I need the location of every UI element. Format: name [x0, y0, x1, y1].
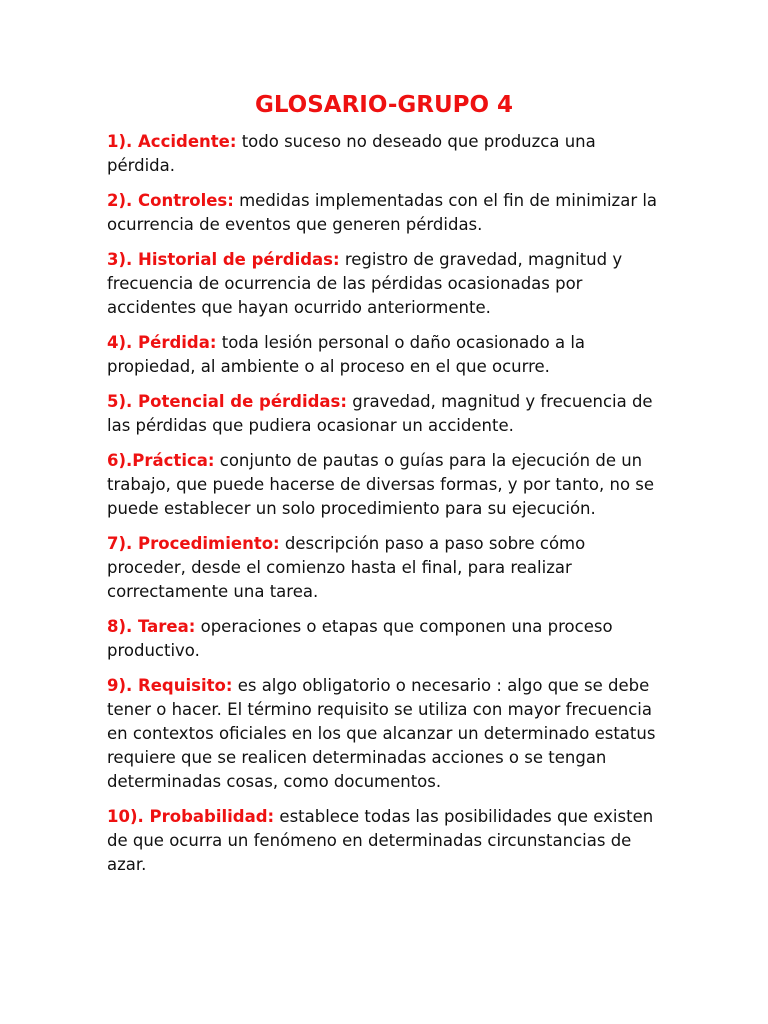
glossary-definition: gravedad, magnitud y frecuencia de las pérdidas que pudiera ocasionar un accidente. — [107, 392, 653, 435]
glossary-definition: establece todas las posibilidades que existen de que ocurra un fenómeno en determinadas circunstancias de azar. — [107, 807, 654, 874]
glossary-entry-5 — [107, 390, 667, 438]
glossary-definition: toda lesión personal o daño ocasionado a la propiedad, al ambiente o al proceso en el que ocurre. — [107, 333, 586, 376]
glossary-term: 4). Pérdida: — [107, 333, 217, 352]
glossary-term: 8). Tarea: — [107, 617, 196, 636]
glossary-entry-10 — [107, 805, 667, 877]
glossary-definition: registro de gravedad, magnitud y frecuencia de ocurrencia de las pérdidas ocasionadas por accidentes que hayan ocurrido anteriormente. — [107, 250, 623, 317]
glossary-definition: es algo obligatorio o necesario : algo que se debe tener o hacer. El término requisito se utiliza con mayor frecuencia en contextos oficiales en los que alcanzar un determinado estatus requiere que se realicen determinadas acciones o se tengan determinadas cosas, como documentos. — [107, 676, 656, 791]
glossary-entry-1 — [107, 130, 667, 178]
glossary-definition: conjunto de pautas o guías para la ejecución de un trabajo, que puede hacerse de diversas formas, y por tanto, no se puede establecer un solo procedimiento para su ejecución. — [107, 451, 655, 518]
glossary-entry-4 — [107, 331, 667, 379]
glossary-entry-6 — [107, 449, 667, 521]
glossary-entry-7 — [107, 532, 667, 604]
glossary-entry-9 — [107, 674, 667, 794]
glossary-term: 6).Práctica: — [107, 451, 215, 470]
glossary-definition: todo suceso no deseado que produzca una pérdida. — [107, 132, 596, 175]
glossary-term: 2). Controles: — [107, 191, 234, 210]
glossary-term: 10). Probabilidad: — [107, 807, 275, 826]
glossary-term: 9). Requisito: — [107, 676, 233, 695]
glossary-term: 1). Accidente: — [107, 132, 237, 151]
glossary-definition: medidas implementadas con el fin de minimizar la ocurrencia de eventos que generen pérdidas. — [107, 191, 658, 234]
glossary-entry-2 — [107, 189, 667, 237]
glossary-entry-8 — [107, 615, 667, 663]
glossary-term: 7). Procedimiento: — [107, 534, 280, 553]
glossary-definition: descripción paso a paso sobre cómo proceder, desde el comienzo hasta el final, para realizar correctamente una tarea. — [107, 534, 586, 601]
glossary-term: 5). Potencial de pérdidas: — [107, 392, 347, 411]
glossary-definition: operaciones o etapas que componen una proceso productivo. — [107, 617, 613, 660]
glossary-list — [107, 130, 667, 888]
glossary-term: 3). Historial de pérdidas: — [107, 250, 340, 269]
page-title: GLOSARIO-GRUPO 4 — [254, 92, 514, 118]
glossary-entry-3 — [107, 248, 667, 320]
